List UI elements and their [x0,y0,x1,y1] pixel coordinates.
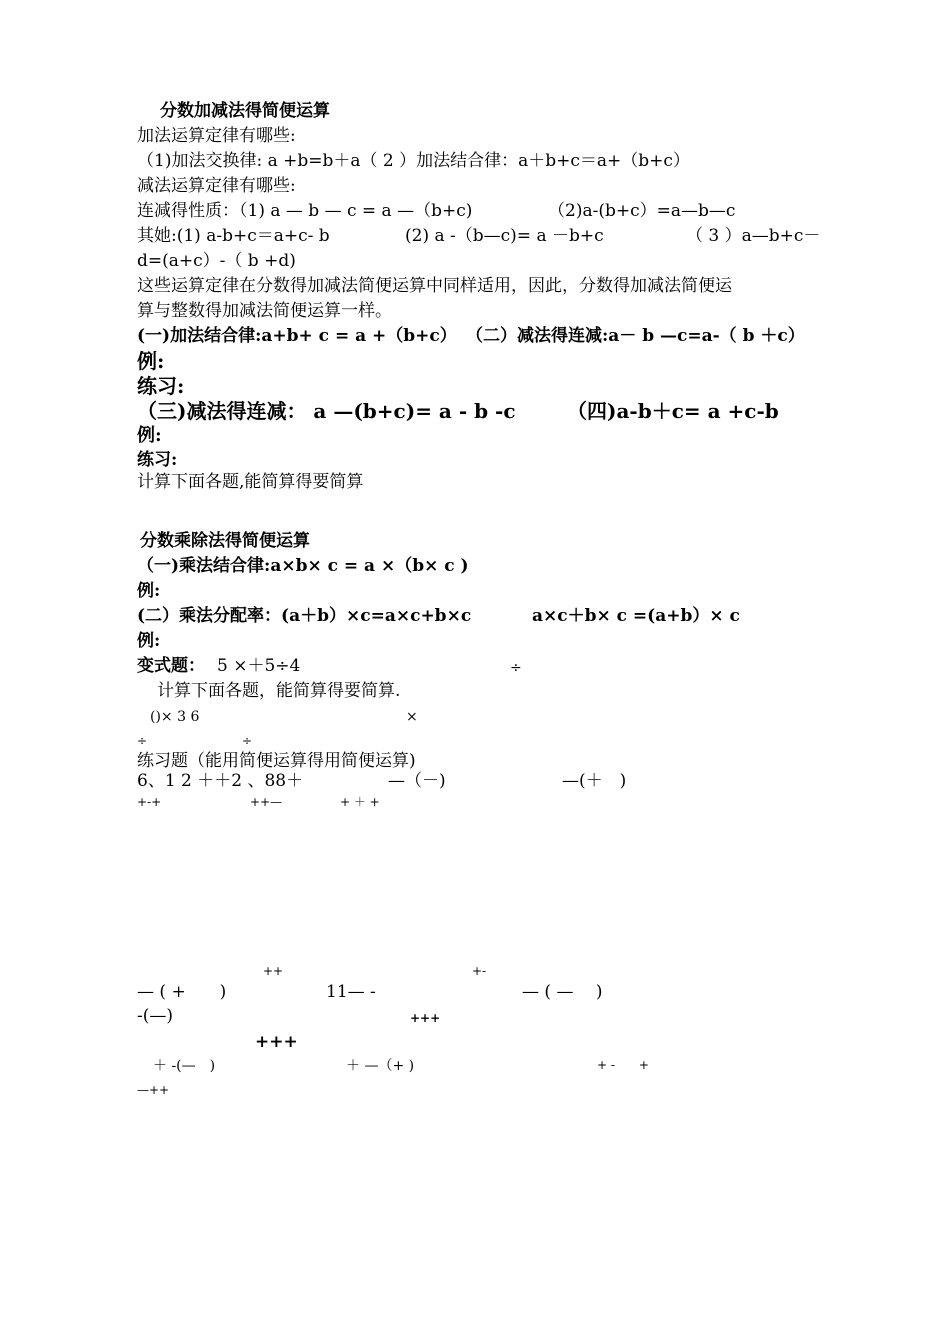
expression: ()× 3 6 [150,709,200,725]
expression: —(＋ ) [562,771,627,791]
section-title-add-sub: 分数加减法得简便运算 [160,101,330,121]
expression: —（－) [388,771,446,791]
symbol: ÷ [137,734,148,748]
text-line: （2)a-(b+c）=a—b—c [548,201,736,221]
heading-four: （四)a-b＋c= a +c-b [567,399,779,423]
instruction-text: 计算下面各题，能简算得要简算. [157,681,401,701]
instruction-text: 计算下面各题,能简算得要简算 [137,472,364,492]
expression: — ( + ) [137,982,227,1002]
practice-label: 练习: [137,450,178,470]
practice-heading: 练习题（能用简便运算得用简便运算) [137,751,416,771]
expression: ++ [263,964,284,978]
expression: — ( — ) [522,982,603,1002]
text-line: 减法运算定律有哪些: [137,176,296,196]
example-label: 例: [137,425,162,446]
variant-label: 变式题： [137,656,205,676]
text-line: (2) a -（b—c)= a －b+c [405,226,604,246]
symbol: ÷ [242,734,253,748]
expression: ＋ —（+ ) [346,1058,415,1074]
practice-label: 练习: [137,374,185,398]
heading-distributive: (二）乘法分配率：(a＋b）×c=a×c+b×c [137,606,472,626]
example-label: 例: [137,631,161,651]
section-title-mul-div: 分数乘除法得简便运算 [140,531,310,551]
expression: 5 ×＋5÷4 [217,656,301,676]
text-line: 加法运算定律有哪些: [137,126,296,146]
expression: +- [472,964,487,978]
heading-addition-associative: (一)加法结合律:a+b+ c = a +（b+c） [137,326,457,346]
text-line: 连减得性质：（1) a — b — c = a —（b+c) [137,201,473,221]
heading-multiplication-associative: （一)乘法结合律:a×b× c = a ×（b× c ) [137,556,469,576]
text-line: （1)加法交换律: a +b=b＋a（ 2 ）加法结合律：a＋b+c＝a+（b+c） [137,151,690,171]
symbol: × [406,709,418,725]
expression: +-+ [137,795,162,809]
expression: —++ [137,1083,170,1097]
text-line: 这些运算定律在分数得加减法简便运算中同样适用，因此，分数得加减法简便运 [137,276,732,296]
text-line: （ 3 ）a—b+c－ [686,226,821,246]
expression: 6、1 2 ＋＋2 、88＋ [137,771,304,791]
expression: 11— - [326,982,376,1002]
text-line: d=(a+c）-（ b +d) [137,251,296,271]
distributive-reverse: a×c＋b× c =(a+b）× c [532,606,740,626]
expression: ++— [250,795,283,809]
text-line: 算与整数得加减法简便运算一样。 [137,301,392,321]
expression: + ＋ + [340,795,380,809]
heading-subtraction-three: （三)减法得连减： a —(b+c)= a - b -c [137,399,516,423]
example-label: 例: [137,581,161,601]
text-line: 其她:(1) a-b+c＝a+c- b [137,226,330,246]
expression: ＋ -(— ) [153,1058,216,1074]
example-label: 例: [137,349,165,373]
expression: +++ [410,1011,441,1025]
expression: -(—) [137,1006,174,1026]
expression: + - + [597,1058,649,1072]
heading-subtraction-continuous: （二）减法得连减:a－ b —c=a-（ b ＋c） [466,326,805,346]
symbol: ÷ [510,660,522,676]
expression: +++ [255,1032,298,1052]
